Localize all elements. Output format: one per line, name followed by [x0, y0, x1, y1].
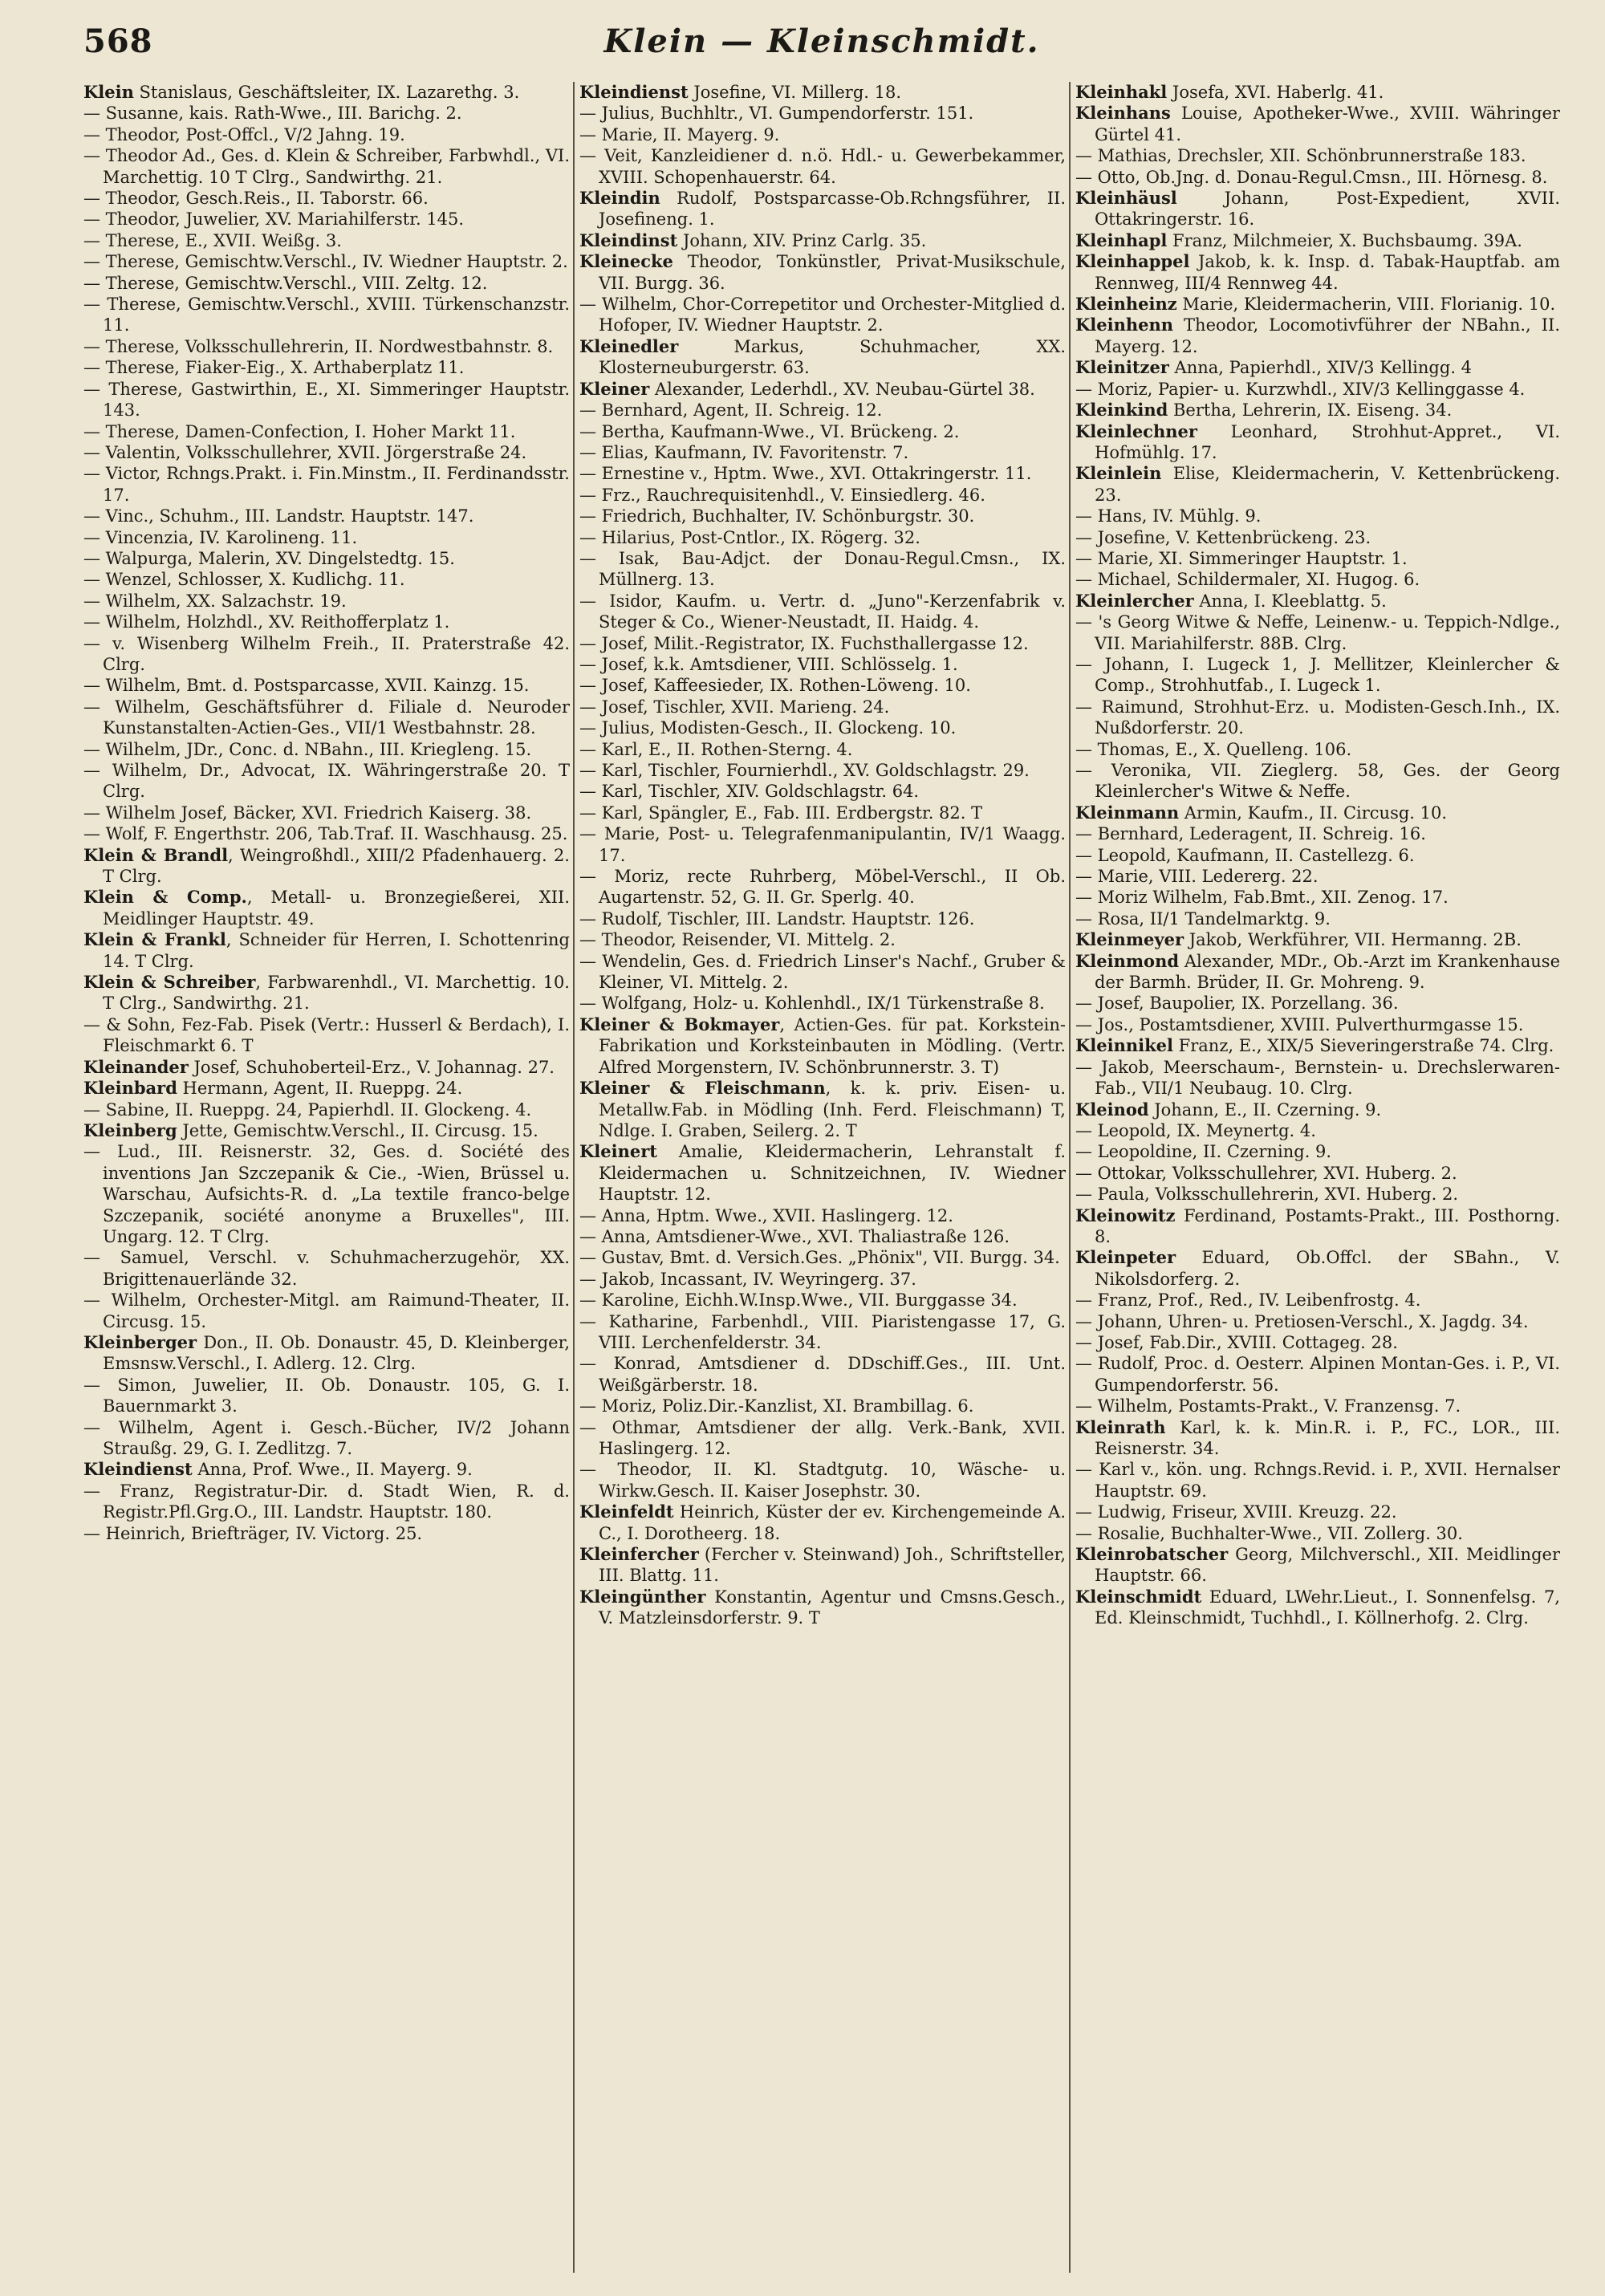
- directory-entry: Klein & Frankl, Schneider für Herren, I. Schottenring 14. T Clrg.: [83, 929, 570, 971]
- directory-entry: — Josef, Milit.-Registrator, IX. Fuchsthallergasse 12.: [579, 633, 1029, 653]
- entry-surname: Kleinhäusl: [1075, 188, 1177, 209]
- directory-entry: — Simon, Juwelier, II. Ob. Donaustr. 105, G. I. Bauernmarkt 3.: [83, 1375, 570, 1416]
- directory-entry: — Wolfgang, Holz- u. Kohlenhdl., IX/1 Türkenstraße 8.: [579, 994, 1045, 1014]
- entry-surname: Kleinert: [579, 1141, 657, 1162]
- directory-entry: — Jakob, Meerschaum-, Bernstein- u. Drechslerwaren-Fab., VII/1 Neubaug. 10. Clrg.: [1075, 1057, 1560, 1099]
- directory-entry: Kleinkind Bertha, Lehrerin, IX. Eiseng. 34.: [1075, 400, 1453, 421]
- running-head: Klein — Kleinschmidt.: [603, 22, 1040, 60]
- entry-surname: Klein & Brandl: [83, 844, 229, 865]
- directory-entry: Kleinmond Alexander, MDr., Ob.-Arzt im Krankenhause der Barmh. Brüder, II. Gr. Mohreng. 9.: [1075, 950, 1560, 993]
- directory-entry: — Bernhard, Agent, II. Schreig. 12.: [579, 400, 883, 421]
- directory-entry: — Rosa, II/1 Tandelmarktg. 9.: [1075, 908, 1331, 929]
- directory-entry: — Therese, Gastwirthin, E., XI. Simmeringer Hauptstr. 143.: [83, 379, 570, 421]
- directory-entry: — Moriz, Papier- u. Kurzwhdl., XIV/3 Kellinggasse 4.: [1075, 379, 1526, 399]
- directory-entry: — Leopold, IX. Meynertg. 4.: [1075, 1120, 1316, 1140]
- directory-entry: — Walpurga, Malerin, XV. Dingelstedtg. 15.: [83, 548, 455, 568]
- entry-surname: Kleinander: [83, 1056, 189, 1077]
- directory-entry: — Marie, VIII. Ledererg. 22.: [1075, 867, 1319, 887]
- page-header: [83, 22, 1560, 67]
- directory-entry: Kleinhenn Theodor, Locomotivführer der NBahn., II. Mayerg. 12.: [1075, 315, 1560, 356]
- directory-entry: Klein & Brandl, Weingroßhdl., XIII/2 Pfadenhauerg. 2. T Clrg.: [83, 844, 570, 887]
- directory-entry: — Isidor, Kaufm. u. Vertr. d. „Juno"-Kerzenfabrik v. Steger & Co., Wiener-Neustadt, II. Haidg. 4.: [579, 591, 1066, 632]
- directory-entry: — Jos., Postamtsdiener, XVIII. Pulverthurmgasse 15.: [1075, 1014, 1524, 1034]
- directory-entry: Kleinnikel Franz, E., XIX/5 Sieveringerstraße 74. Clrg.: [1075, 1035, 1554, 1056]
- directory-entry: — Elias, Kaufmann, IV. Favoritenstr. 7.: [579, 442, 909, 462]
- entry-surname: Kleiner & Bokmayer: [579, 1014, 780, 1034]
- entry-surname: Kleindinst: [579, 230, 678, 250]
- directory-entry: Kleinowitz Ferdinand, Postamts-Prakt., III. Posthorng. 8.: [1075, 1205, 1560, 1246]
- directory-entry: Kleindin Rudolf, Postsparcasse-Ob.Rchngsführer, II. Josefineng. 1.: [579, 188, 1066, 230]
- directory-entry: Kleinschmidt Eduard, LWehr.Lieut., I. Sonnenfelsg. 7, Ed. Kleinschmidt, Tuchhdl., I. Köllnerhofg. 2. Clrg.: [1075, 1586, 1560, 1628]
- directory-entry: Kleinert Amalie, Kleidermacherin, Lehranstalt f. Kleidermachen u. Schnitzeichnen, IV. Wiedner Hauptstr. 12.: [579, 1141, 1066, 1205]
- entry-surname: Kleinnikel: [1075, 1035, 1173, 1056]
- entry-surname: Kleinlercher: [1075, 590, 1194, 611]
- directory-entry: — Moriz Wilhelm, Fab.Bmt., XII. Zenog. 17.: [1075, 888, 1449, 908]
- directory-entry: Kleinedler Markus, Schuhmacher, XX. Klosterneuburgerstr. 63.: [579, 335, 1066, 378]
- directory-entry: — Marie, Post- u. Telegrafenmanipulantin, IV/1 Waagg. 17.: [579, 824, 1066, 865]
- entry-surname: Kleinkind: [1075, 400, 1168, 421]
- directory-entry: — Josef, Baupolier, IX. Porzellang. 36.: [1075, 994, 1399, 1014]
- directory-entry: — Leopold, Kaufmann, II. Castellezg. 6.: [1075, 845, 1415, 865]
- entry-surname: Kleinhenn: [1075, 315, 1174, 335]
- entry-surname: Kleinpeter: [1075, 1247, 1176, 1268]
- directory-entry: — Wendelin, Ges. d. Friedrich Linser's Nachf., Gruber & Kleiner, VI. Mittelg. 2.: [579, 951, 1066, 993]
- directory-entry: — Karoline, Eichh.W.Insp.Wwe., VII. Burggasse 34.: [579, 1290, 1018, 1311]
- directory-entry: — Katharine, Farbenhdl., VIII. Piaristengasse 17, G. VIII. Lerchenfelderstr. 34.: [579, 1311, 1066, 1352]
- directory-entry: — Susanne, kais. Rath-Wwe., III. Barichg. 2.: [83, 104, 462, 124]
- directory-entry: — Wilhelm, Orchester-Mitgl. am Raimund-Theater, II. Circusg. 15.: [83, 1290, 570, 1331]
- directory-entry: Kleinitzer Anna, Papierhdl., XIV/3 Kellingg. 4: [1075, 357, 1473, 378]
- entry-surname: Kleindin: [579, 188, 660, 209]
- directory-entry: — Wilhelm, Bmt. d. Postsparcasse, XVII. Kainzg. 15.: [83, 676, 530, 696]
- directory-entry: — v. Wisenberg Wilhelm Freih., II. Praterstraße 42. Clrg.: [83, 633, 570, 674]
- entry-surname: Kleinmann: [1075, 802, 1180, 823]
- directory-entry: — Franz, Registratur-Dir. d. Stadt Wien, R. d. Registr.Pfl.Grg.O., III. Landstr. Hauptstr. 180.: [83, 1481, 570, 1522]
- entry-surname: Klein & Frankl: [83, 929, 226, 950]
- entry-surname: Kleindienst: [83, 1459, 193, 1480]
- entry-surname: Kleinedler: [579, 335, 679, 356]
- entry-surname: Kleinhappel: [1075, 251, 1190, 272]
- directory-entry: — Marie, II. Mayerg. 9.: [579, 124, 780, 144]
- entry-surname: Kleinhans: [1075, 103, 1171, 124]
- directory-entry: — Veit, Kanzleidiener d. n.ö. Hdl.- u. Gewerbekammer, XVIII. Schopenhauerstr. 64.: [579, 146, 1066, 187]
- directory-entry: — Josef, k.k. Amtsdiener, VIII. Schlösselg. 1.: [579, 654, 958, 674]
- directory-entry: — Karl, E., II. Rothen-Sterng. 4.: [579, 739, 853, 759]
- directory-entry: Kleindienst Anna, Prof. Wwe., II. Mayerg. 9.: [83, 1459, 473, 1480]
- directory-entry: Kleiner & Fleischmann, k. k. priv. Eisen- u. Metallw.Fab. in Mödling (Inh. Ferd. Fleischmann) T, Ndlge. I. Graben, Seilerg. 2. T: [579, 1078, 1066, 1140]
- directory-entry: — Wilhelm, Holzhdl., XV. Reithofferplatz 1.: [83, 612, 450, 632]
- directory-entry: — Marie, XI. Simmeringer Hauptstr. 1.: [1075, 548, 1408, 568]
- directory-entry: Kleinfercher (Fercher v. Steinwand) Joh., Schriftsteller, III. Blattg. 11.: [579, 1544, 1066, 1586]
- directory-entry: Kleinheinz Marie, Kleidermacherin, VIII. Florianig. 10.: [1075, 294, 1556, 315]
- directory-entry: — Theodor, Post-Offcl., V/2 Jahng. 19.: [83, 124, 405, 144]
- directory-entry: Kleinberg Jette, Gemischtw.Verschl., II. Circusg. 15.: [83, 1120, 538, 1140]
- entry-surname: Kleinrath: [1075, 1416, 1166, 1437]
- directory-entry: — Lud., III. Reisnerstr. 32, Ges. d. Société des inventions Jan Szczepanik & Cie., -Wien, Brüssel u. Warschau, Aufsichts-R. d. „La textile franco-belge Szczepanik, société anonyme a Bruxelles", III. Ungarg. 12. T Clrg.: [83, 1142, 570, 1246]
- directory-entry: Kleinfeldt Heinrich, Küster der ev. Kirchengemeinde A. C., I. Dorotheerg. 18.: [579, 1502, 1066, 1543]
- directory-entry: Kleinhakl Josefa, XVI. Haberlg. 41.: [1075, 82, 1384, 102]
- directory-entry: Kleinhappel Jakob, k. k. Insp. d. Tabak-Hauptfab. am Rennweg, III/4 Rennweg 44.: [1075, 251, 1560, 293]
- directory-entry: — Rudolf, Tischler, III. Landstr. Hauptstr. 126.: [579, 908, 975, 929]
- directory-entry: — Anna, Amtsdiener-Wwe., XVI. Thaliastraße 126.: [579, 1226, 1010, 1246]
- directory-entry: Kleinlechner Leonhard, Strohhut-Appret., VI. Hofmühlg. 17.: [1075, 421, 1560, 462]
- directory-entry: Kleinrobatscher Georg, Milchverschl., XII. Meidlinger Hauptstr. 66.: [1075, 1544, 1560, 1586]
- directory-entry: — Samuel, Verschl. v. Schuhmacherzugehör, XX. Brigittenauerlände 32.: [83, 1248, 570, 1289]
- directory-entry: — Wilhelm Josef, Bäcker, XVI. Friedrich Kaiserg. 38.: [83, 803, 532, 823]
- entry-surname: Kleinod: [1075, 1099, 1149, 1120]
- directory-entry: — Wilhelm, Postamts-Prakt., V. Franzensg. 7.: [1075, 1396, 1461, 1416]
- entry-surname: Klein: [83, 82, 134, 102]
- directory-entry: — Theodor, Gesch.Reis., II. Taborstr. 66.: [83, 189, 429, 209]
- directory-entry: — Bertha, Kaufmann-Wwe., VI. Brückeng. 2.: [579, 421, 960, 441]
- directory-entry: — Friedrich, Buchhalter, IV. Schönburgstr. 30.: [579, 506, 975, 526]
- directory-entry: Kleinbard Hermann, Agent, II. Rueppg. 24.: [83, 1078, 463, 1099]
- directory-entry: — Gustav, Bmt. d. Versich.Ges. „Phönix", VII. Burgg. 34.: [579, 1248, 1060, 1268]
- entry-surname: Kleinlechner: [1075, 421, 1197, 441]
- entry-surname: Kleinbard: [83, 1078, 177, 1099]
- directory-entry: — Johann, I. Lugeck 1, J. Mellitzer, Kleinlercher & Comp., Strohhutfab., I. Lugeck 1.: [1075, 654, 1560, 696]
- directory-entry: Klein & Schreiber, Farbwarenhdl., VI. Marchettig. 10. T Clrg., Sandwirthg. 21.: [83, 972, 570, 1014]
- page-number: 568: [83, 22, 153, 60]
- directory-entry: — Johann, Uhren- u. Pretiosen-Verschl., X. Jagdg. 34.: [1075, 1311, 1529, 1331]
- directory-entry: — Hilarius, Post-Cntlor., IX. Rögerg. 32.: [579, 527, 920, 547]
- directory-entry: — Franz, Prof., Red., IV. Leibenfrostg. 4.: [1075, 1290, 1421, 1311]
- directory-entry: — Wilhelm, Agent i. Gesch.-Bücher, IV/2 Johann Straußg. 29, G. I. Zedlitzg. 7.: [83, 1417, 570, 1458]
- directory-entry: — Hans, IV. Mühlg. 9.: [1075, 506, 1262, 526]
- directory-entry: — Wilhelm, Geschäftsführer d. Filiale d. Neuroder Kunstanstalten-Actien-Ges., VII/1 Westbahnstr. 28.: [83, 697, 570, 738]
- directory-entry: Klein Stanislaus, Geschäftsleiter, IX. Lazarethg. 3.: [83, 82, 520, 102]
- directory-entry: Kleinrath Karl, k. k. Min.R. i. P., FC., LOR., III. Reisnerstr. 34.: [1075, 1416, 1560, 1458]
- directory-columns: [83, 82, 1560, 2273]
- directory-entry: — Rosalie, Buchhalter-Wwe., VII. Zollerg. 30.: [1075, 1523, 1463, 1543]
- directory-entry: — Wilhelm, JDr., Conc. d. NBahn., III. Kriegleng. 15.: [83, 739, 532, 759]
- entry-surname: Kleinberg: [83, 1120, 177, 1140]
- column-2: [579, 82, 1066, 2273]
- directory-entry: — Thomas, E., X. Quelleng. 106.: [1075, 739, 1352, 759]
- directory-entry: — Wilhelm, Dr., Advocat, IX. Währingerstraße 20. T Clrg.: [83, 761, 570, 802]
- directory-entry: — Bernhard, Lederagent, II. Schreig. 16.: [1075, 824, 1426, 844]
- directory-entry: Kleinhans Louise, Apotheker-Wwe., XVIII. Währinger Gürtel 41.: [1075, 103, 1560, 144]
- directory-entry: Kleingünther Konstantin, Agentur und Cmsns.Gesch., V. Matzleinsdorferstr. 9. T: [579, 1586, 1066, 1628]
- directory-entry: — Ludwig, Friseur, XVIII. Kreuzg. 22.: [1075, 1502, 1397, 1522]
- directory-entry: — Therese, Gemischtw.Verschl., VIII. Zeltg. 12.: [83, 273, 488, 293]
- directory-entry: — Vinc., Schuhm., III. Landstr. Hauptstr. 147.: [83, 506, 474, 526]
- entry-surname: Klein & Schreiber: [83, 972, 256, 993]
- directory-entry: — Therese, Gemischtw.Verschl., XVIII. Türkenschanzstr. 11.: [83, 295, 570, 335]
- directory-entry: — Veronika, VII. Zieglerg. 58, Ges. der Georg Kleinlercher's Witwe & Neffe.: [1075, 761, 1560, 802]
- directory-entry: — Theodor, Reisender, VI. Mittelg. 2.: [579, 930, 896, 950]
- directory-entry: — Konrad, Amtsdiener d. DDschiff.Ges., III. Unt. Weißgärberstr. 18.: [579, 1354, 1066, 1395]
- entry-surname: Kleinitzer: [1075, 357, 1169, 378]
- directory-entry: — Theodor Ad., Ges. d. Klein & Schreiber, Farbwhdl., VI. Marchettig. 10 T Clrg., Sandwirthg. 21.: [83, 146, 570, 187]
- directory-entry: — Othmar, Amtsdiener der allg. Verk.-Bank, XVII. Haslingerg. 12.: [579, 1417, 1066, 1458]
- directory-entry: — Valentin, Volksschullehrer, XVII. Jörgerstraße 24.: [83, 442, 527, 462]
- entry-surname: Kleinfeldt: [579, 1502, 674, 1522]
- directory-entry: — Ottokar, Volksschullehrer, XVI. Huberg. 2.: [1075, 1163, 1457, 1183]
- directory-entry: — Heinrich, Briefträger, IV. Victorg. 25.: [83, 1523, 423, 1543]
- directory-entry: Kleiner Alexander, Lederhdl., XV. Neubau-Gürtel 38.: [579, 378, 1035, 399]
- column-3: [1075, 82, 1560, 2273]
- directory-entry: — Ernestine v., Hptm. Wwe., XVI. Ottakringerstr. 11.: [579, 464, 1032, 484]
- entry-surname: Kleiner: [579, 378, 650, 399]
- entry-surname: Kleingünther: [579, 1586, 706, 1607]
- directory-entry: Kleinberger Don., II. Ob. Donaustr. 45, D. Kleinberger, Emsnsw.Verschl., I. Adlerg. 12. Clrg.: [83, 1331, 570, 1374]
- directory-entry: Kleinpeter Eduard, Ob.Offcl. der SBahn., V. Nikolsdorferg. 2.: [1075, 1247, 1560, 1289]
- directory-entry: — Josefine, V. Kettenbrückeng. 23.: [1075, 527, 1371, 547]
- entry-surname: Kleinmond: [1075, 950, 1180, 971]
- directory-entry: — Otto, Ob.Jng. d. Donau-Regul.Cmsn., III. Hörnesg. 8.: [1075, 167, 1548, 187]
- entry-surname: Kleinhakl: [1075, 82, 1168, 102]
- directory-entry: — Wilhelm, XX. Salzachstr. 19.: [83, 591, 347, 611]
- directory-entry: — Karl, Tischler, Fournierhdl., XV. Goldschlagstr. 29.: [579, 761, 1030, 780]
- directory-entry: — Julius, Modisten-Gesch., II. Glockeng. 10.: [579, 718, 957, 738]
- directory-entry: — Mathias, Drechsler, XII. Schönbrunnerstraße 183.: [1075, 146, 1526, 166]
- directory-entry: — Karl v., kön. ung. Rchngs.Revid. i. P., XVII. Hernalser Hauptstr. 69.: [1075, 1460, 1560, 1501]
- directory-entry: — Michael, Schildermaler, XI. Hugog. 6.: [1075, 570, 1420, 590]
- entry-surname: Kleinowitz: [1075, 1205, 1176, 1225]
- directory-entry: — Wenzel, Schlosser, X. Kudlichg. 11.: [83, 570, 405, 590]
- entry-surname: Kleinrobatscher: [1075, 1544, 1229, 1565]
- directory-entry: — Moriz, Poliz.Dir.-Kanzlist, XI. Brambillag. 6.: [579, 1396, 974, 1416]
- directory-entry: — Leopoldine, II. Czerning. 9.: [1075, 1142, 1332, 1162]
- directory-entry: — Moriz, recte Ruhrberg, Möbel-Verschl., II Ob. Augartenstr. 52, G. II. Gr. Sperlg. 40.: [579, 867, 1066, 908]
- entry-surname: Klein & Comp.: [83, 887, 247, 908]
- directory-entry: — Therese, Fiaker-Eig., X. Arthaberplatz 11.: [83, 358, 465, 378]
- entry-surname: Kleinheinz: [1075, 294, 1177, 315]
- directory-entry: — Therese, Volksschullehrerin, II. Nordwestbahnstr. 8.: [83, 336, 554, 356]
- directory-entry: Kleindinst Johann, XIV. Prinz Carlg. 35.: [579, 230, 927, 250]
- directory-entry: — Josef, Tischler, XVII. Marieng. 24.: [579, 697, 890, 717]
- directory-entry: Kleindienst Josefine, VI. Millerg. 18.: [579, 82, 902, 102]
- directory-entry: — Paula, Volksschullehrerin, XVI. Huberg. 2.: [1075, 1185, 1459, 1205]
- directory-entry: — Vincenzia, IV. Karolineng. 11.: [83, 527, 358, 547]
- directory-entry: Kleinmeyer Jakob, Werkführer, VII. Hermanng. 2B.: [1075, 929, 1522, 950]
- entry-surname: Kleinmeyer: [1075, 929, 1184, 950]
- directory-entry: — Wilhelm, Chor-Correpetitor und Orchester-Mitglied d. Hofoper, IV. Wiedner Hauptstr. 2.: [579, 295, 1066, 335]
- directory-entry: — Julius, Buchhltr., VI. Gumpendorferstr. 151.: [579, 104, 974, 124]
- directory-entry: — Josef, Fab.Dir., XVIII. Cottageg. 28.: [1075, 1332, 1398, 1352]
- directory-entry: — Karl, Tischler, XIV. Goldschlagstr. 64.: [579, 782, 920, 802]
- directory-entry: Kleinander Josef, Schuhoberteil-Erz., V. Johannag. 27.: [83, 1056, 555, 1077]
- entry-surname: Kleindienst: [579, 82, 689, 102]
- directory-entry: Kleinhäusl Johann, Post-Expedient, XVII. Ottakringerstr. 16.: [1075, 188, 1560, 230]
- directory-entry: Kleinlercher Anna, I. Kleeblattg. 5.: [1075, 590, 1387, 611]
- directory-entry: — Karl, Spängler, E., Fab. III. Erdbergstr. 82. T: [579, 803, 983, 823]
- directory-entry: — Theodor, II. Kl. Stadtgutg. 10, Wäsche- u. Wirkw.Gesch. II. Kaiser Josephstr. 30.: [579, 1460, 1066, 1501]
- entry-surname: Kleinhapl: [1075, 230, 1168, 250]
- column-1: [83, 82, 570, 2273]
- directory-entry: — Theodor, Juwelier, XV. Mariahilferstr. 145.: [83, 209, 465, 230]
- directory-entry: — Josef, Kaffeesieder, IX. Rothen-Löweng. 10.: [579, 676, 971, 696]
- directory-entry: — 's Georg Witwe & Neffe, Leinenw.- u. Teppich-Ndlge., VII. Mariahilferstr. 88B. Clrg.: [1075, 612, 1560, 653]
- directory-entry: — Jakob, Incassant, IV. Weyringerg. 37.: [579, 1269, 916, 1289]
- directory-entry: — Therese, Gemischtw.Verschl., IV. Wiedner Hauptstr. 2.: [83, 252, 568, 272]
- directory-entry: Kleinmann Armin, Kaufm., II. Circusg. 10.: [1075, 802, 1448, 823]
- directory-entry: Kleinod Johann, E., II. Czerning. 9.: [1075, 1099, 1382, 1120]
- directory-entry: Klein & Comp., Metall- u. Bronzegießerei, XII. Meidlinger Hauptstr. 49.: [83, 887, 570, 929]
- directory-entry: Kleinecke Theodor, Tonkünstler, Privat-Musikschule, VII. Burgg. 36.: [579, 251, 1066, 293]
- column-divider: [573, 82, 575, 2273]
- entry-surname: Kleinfercher: [579, 1544, 699, 1565]
- directory-entry: — Victor, Rchngs.Prakt. i. Fin.Minstm., II. Ferdinandsstr. 17.: [83, 464, 570, 505]
- directory-entry: Kleinhapl Franz, Milchmeier, X. Buchsbaumg. 39A.: [1075, 230, 1522, 250]
- directory-entry: Kleinlein Elise, Kleidermacherin, V. Kettenbrückeng. 23.: [1075, 463, 1560, 505]
- directory-entry: Kleiner & Bokmayer, Actien-Ges. für pat. Korkstein-Fabrikation und Korksteinbauten in Mödling. (Vertr. Alfred Morgenstern, IV. Schönbrunnerstr. 3. T): [579, 1014, 1066, 1077]
- directory-entry: — Therese, E., XVII. Weißg. 3.: [83, 230, 342, 250]
- entry-surname: Kleinlein: [1075, 463, 1162, 484]
- entry-surname: Kleinecke: [579, 251, 673, 272]
- directory-entry: — Raimund, Strohhut-Erz. u. Modisten-Gesch.Inh., IX. Nußdorferstr. 20.: [1075, 697, 1560, 738]
- directory-entry: — Sabine, II. Rueppg. 24, Papierhdl. II. Glockeng. 4.: [83, 1099, 532, 1120]
- column-divider: [1069, 82, 1071, 2273]
- directory-entry: — Anna, Hptm. Wwe., XVII. Haslingerg. 12.: [579, 1205, 953, 1225]
- entry-surname: Kleiner & Fleischmann: [579, 1078, 826, 1099]
- directory-entry: — Therese, Damen-Confection, I. Hoher Markt 11.: [83, 421, 516, 441]
- directory-entry: — Frz., Rauchrequisitenhdl., V. Einsiedlerg. 46.: [579, 485, 985, 505]
- entry-surname: Kleinberger: [83, 1331, 197, 1352]
- entry-surname: Kleinschmidt: [1075, 1586, 1202, 1607]
- directory-entry: — Isak, Bau-Adjct. der Donau-Regul.Cmsn., IX. Müllnerg. 13.: [579, 548, 1066, 590]
- directory-entry: — & Sohn, Fez-Fab. Pisek (Vertr.: Husserl & Berdach), I. Fleischmarkt 6. T: [83, 1014, 570, 1056]
- directory-entry: — Wolf, F. Engerthstr. 206, Tab.Traf. II. Waschhausg. 25.: [83, 824, 568, 844]
- directory-entry: — Rudolf, Proc. d. Oesterr. Alpinen Montan-Ges. i. P., VI. Gumpendorferstr. 56.: [1075, 1354, 1560, 1395]
